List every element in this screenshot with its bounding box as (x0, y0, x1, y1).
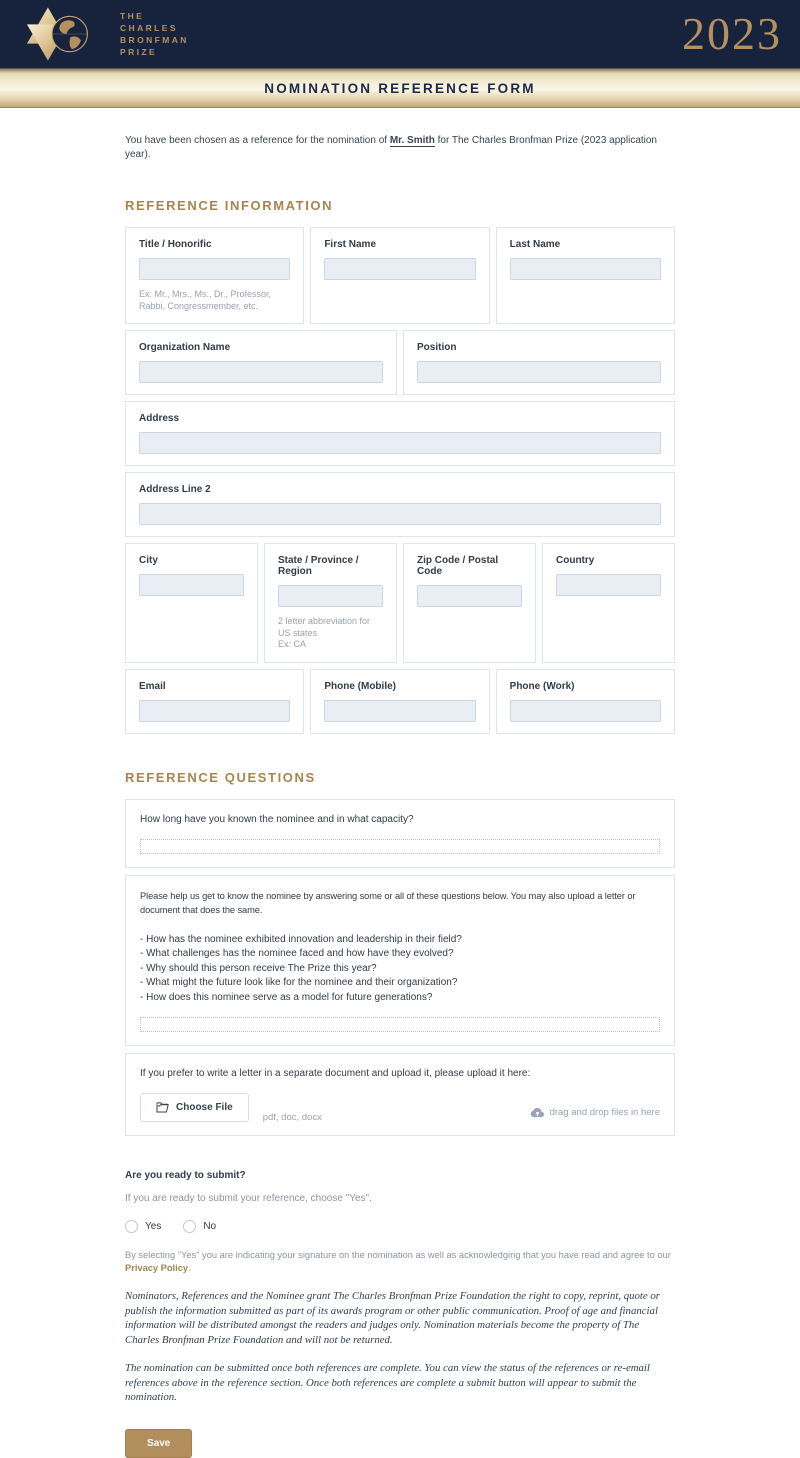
intro-text (125, 134, 675, 162)
file-types-text: pdf, doc, docx (262, 1112, 322, 1123)
field-cell-email (125, 669, 304, 734)
form-content (125, 108, 675, 1458)
reference-information-grid (125, 227, 675, 734)
field-label: First Name (324, 239, 377, 250)
application-year: 2023 (682, 8, 782, 59)
field-label: Position (417, 342, 457, 353)
state-helper-line2: Ex: CA (278, 639, 307, 649)
question-box-capacity (125, 799, 675, 868)
question-text: How long have you known the nominee and in what capacity? (140, 813, 414, 825)
legal-paragraph-submission: The nomination can be submitted once both references are complete. You can view the status of the references or re-email references above in the reference section. Once both references are complete a submit button will appear to submit the nomination. (125, 1362, 650, 1403)
question-list-item: - Why should this person receive The Prize this year? (140, 962, 377, 974)
save-button[interactable]: Save (125, 1429, 192, 1458)
question-box-know-nominee (125, 875, 675, 1047)
header (0, 0, 800, 68)
field-cell-city (125, 543, 258, 663)
field-label: Phone (Mobile) (324, 680, 396, 692)
field-cell-country (542, 543, 675, 663)
legal-paragraph-rights: Nominators, References and the Nominee grant The Charles Bronfman Prize Foundation the right to copy, reprint, quote or publish the information submitted as part of its awards program or other public communication. Proof of age and financial information will be distributed amongst the readers and judges only. Nomination materials become the property of The Charles Bronfman Prize Foundation and will not be returned. (125, 1290, 660, 1346)
wordmark-line: PRIZE (120, 47, 158, 57)
address-line-2-input[interactable] (139, 503, 661, 525)
field-cell-last-name (496, 227, 675, 324)
organization-name-input[interactable] (139, 361, 383, 383)
form-row-contact (125, 669, 675, 734)
state-helper-line1: 2 letter abbreviation for US states (278, 616, 371, 638)
question-list (140, 933, 660, 1006)
radio-option-yes[interactable] (125, 1220, 161, 1233)
form-row-address2 (125, 472, 675, 537)
question-list-item: - What challenges has the nominee faced and how have they evolved? (140, 948, 454, 959)
last-name-input[interactable] (510, 258, 661, 280)
field-label: Address (139, 413, 180, 424)
question-list-item: - What might the future look like for the nominee and their organization? (140, 977, 458, 988)
wordmark-line: BRONFMAN (120, 35, 189, 45)
field-helper: Ex: Mr., Mrs., Ms., Dr., Professor, Rabbi, Congressmember, etc. (139, 289, 272, 311)
field-cell-organization (125, 330, 397, 395)
radio-yes-circle[interactable] (125, 1220, 138, 1233)
form-row-organization (125, 330, 675, 395)
phone-mobile-input[interactable] (324, 700, 475, 722)
radio-option-no[interactable] (183, 1220, 216, 1233)
intro-before: You have been chosen as a reference for the nomination of (125, 135, 390, 146)
privacy-before: By selecting "Yes" you are indicating your signature on the nomination as well as acknowledging that you have read and agree to our (125, 1250, 671, 1260)
country-input[interactable] (556, 574, 661, 596)
field-label: Address Line 2 (139, 484, 211, 495)
field-cell-address (125, 401, 675, 466)
nominee-name: Mr. Smith (389, 135, 435, 146)
submit-radio-group (125, 1220, 675, 1233)
intro-after: for The Charles Bronfman Prize (2023 application year). (125, 135, 657, 160)
zip-code-input[interactable] (417, 585, 522, 607)
field-cell-address2 (125, 472, 675, 537)
city-input[interactable] (139, 574, 244, 596)
section-heading-reference-information: REFERENCE INFORMATION (125, 198, 334, 213)
field-cell-position (403, 330, 675, 395)
choose-file-button[interactable] (140, 1093, 249, 1122)
field-cell-first-name (310, 227, 489, 324)
wordmark-line: THE (120, 11, 145, 21)
title-honorific-input[interactable] (139, 258, 290, 280)
field-cell-state (264, 543, 397, 663)
ready-to-submit-question: Are you ready to submit? (125, 1170, 246, 1181)
radio-no-label: No (203, 1221, 217, 1232)
wordmark-line: CHARLES (120, 23, 178, 33)
upload-box (125, 1053, 675, 1136)
form-row-name (125, 227, 675, 324)
radio-no-circle[interactable] (183, 1220, 196, 1233)
field-label: State / Province / Region (278, 555, 359, 577)
question-list-item: - How does this nominee serve as a model for future generations? (140, 991, 433, 1003)
brand-wordmark (120, 10, 189, 58)
field-label: Zip Code / Postal Code (417, 555, 499, 577)
privacy-after: . (188, 1263, 191, 1273)
field-cell-title (125, 227, 304, 324)
choose-file-label: Choose File (176, 1102, 233, 1113)
drag-drop-label: drag and drop files in here (549, 1107, 660, 1118)
star-globe-icon (12, 5, 108, 63)
position-input[interactable] (417, 361, 661, 383)
field-label: Title / Honorific (139, 239, 212, 250)
question-intro-text: Please help us get to know the nominee by answering some or all of these questions below. You may also upload a letter or document that does the same. (140, 890, 636, 915)
field-cell-phone-mobile (310, 669, 489, 734)
privacy-policy-link[interactable]: Privacy Policy (125, 1263, 189, 1273)
folder-icon (156, 1102, 169, 1113)
upload-row (140, 1093, 660, 1122)
capacity-answer-input[interactable] (140, 839, 660, 854)
nominee-answer-input[interactable] (140, 1017, 660, 1032)
upload-prompt-text: If you prefer to write a letter in a separate document and upload it, please upload it here: (140, 1068, 531, 1079)
form-row-address (125, 401, 675, 466)
title-banner (0, 68, 800, 108)
section-heading-reference-questions: REFERENCE QUESTIONS (125, 769, 316, 785)
field-label: City (139, 555, 158, 566)
submit-instruction: If you are ready to submit your reference, choose "Yes". (125, 1193, 372, 1204)
field-label: Email (139, 680, 166, 692)
field-label: Last Name (509, 239, 561, 250)
field-cell-phone-work (496, 669, 675, 734)
first-name-input[interactable] (324, 258, 475, 280)
state-province-input[interactable] (278, 585, 383, 607)
field-helper (278, 616, 383, 651)
drag-drop-zone[interactable] (530, 1107, 660, 1118)
radio-yes-label: Yes (145, 1221, 162, 1232)
field-cell-zip (403, 543, 536, 663)
field-label: Country (556, 555, 595, 566)
form-row-city-state-zip-country (125, 543, 675, 663)
address-input[interactable] (139, 432, 661, 454)
page-title: NOMINATION REFERENCE FORM (264, 80, 536, 96)
field-label: Phone (Work) (509, 680, 575, 692)
email-input[interactable] (139, 700, 290, 722)
cloud-upload-icon (530, 1107, 545, 1118)
field-label: Organization Name (139, 342, 231, 353)
submit-section (125, 1170, 675, 1458)
question-list-item: - How has the nominee exhibited innovation and leadership in their field? (140, 933, 462, 945)
phone-work-input[interactable] (510, 700, 661, 722)
brand-logo (12, 5, 189, 63)
privacy-acknowledgement (125, 1249, 675, 1275)
